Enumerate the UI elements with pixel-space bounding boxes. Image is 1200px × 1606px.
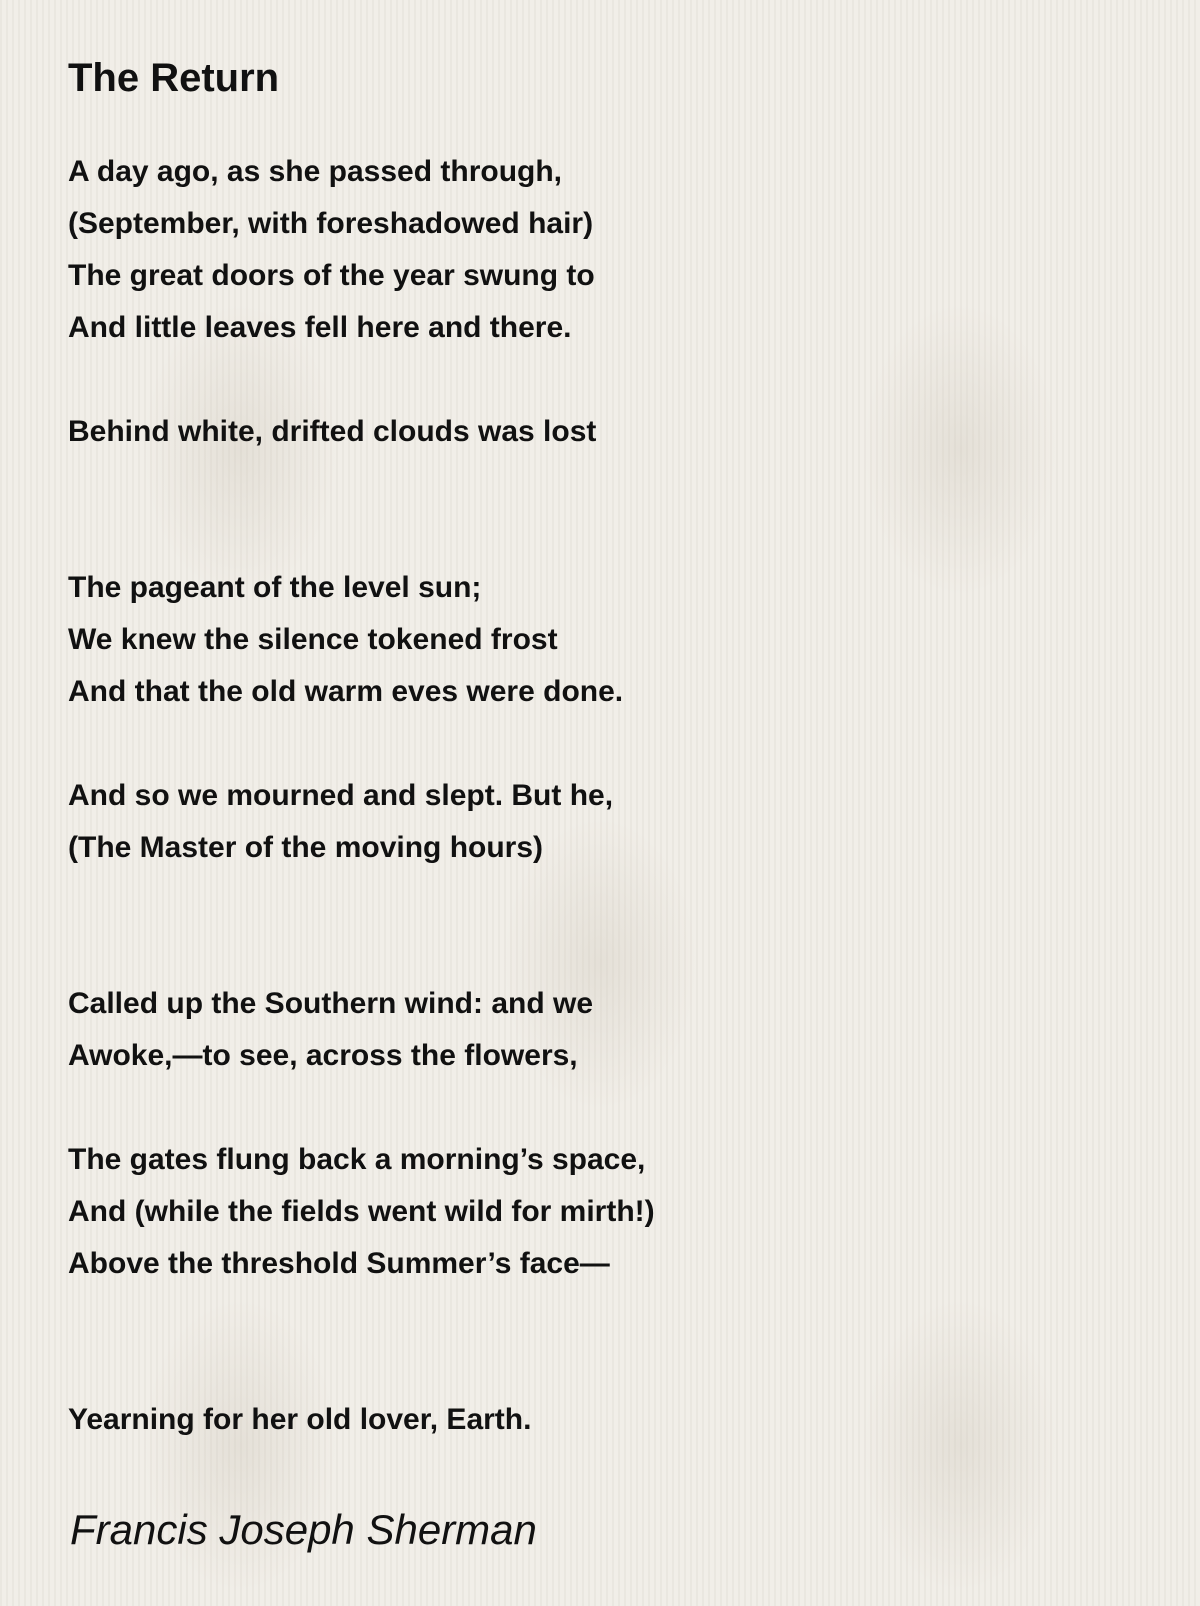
stanza-break	[68, 510, 968, 562]
poem-line: (The Master of the moving hours)	[68, 831, 544, 864]
poem-body	[68, 146, 968, 1446]
poem-line: The gates flung back a morning’s space,	[68, 1143, 646, 1176]
poem-line: The great doors of the year swung to	[68, 259, 595, 292]
poem-line: Behind white, drifted clouds was lost	[68, 415, 597, 448]
poem-line: The pageant of the level sun;	[68, 571, 482, 604]
poem-line: A day ago, as she passed through,	[68, 155, 563, 188]
poem-line: And (while the fields went wild for mirth!)	[68, 1195, 655, 1228]
stanza-break	[68, 458, 968, 510]
poem-line: Yearning for her old lover, Earth.	[68, 1403, 532, 1436]
poem-title: The Return	[68, 56, 280, 100]
stanza-break	[68, 718, 968, 770]
stanza-break	[68, 874, 968, 926]
stanza-break	[68, 1290, 968, 1342]
poem-container	[68, 52, 968, 1446]
poem-line: Above the threshold Summer’s face—	[68, 1247, 610, 1280]
poem-line: And that the old warm eves were done.	[68, 675, 624, 708]
poem-line: (September, with foreshadowed hair)	[68, 207, 594, 240]
stanza-break	[68, 926, 968, 978]
poem-author: Francis Joseph Sherman	[70, 1506, 537, 1553]
stanza-break	[68, 1342, 968, 1394]
poem-line: Called up the Southern wind: and we	[68, 987, 594, 1020]
poem-line: And so we mourned and slept. But he,	[68, 779, 614, 812]
stanza-break	[68, 1082, 968, 1134]
poem-line: Awoke,—to see, across the flowers,	[68, 1039, 578, 1072]
poem-line: And little leaves fell here and there.	[68, 311, 572, 344]
stanza-break	[68, 354, 968, 406]
poem-line: We knew the silence tokened frost	[68, 623, 558, 656]
